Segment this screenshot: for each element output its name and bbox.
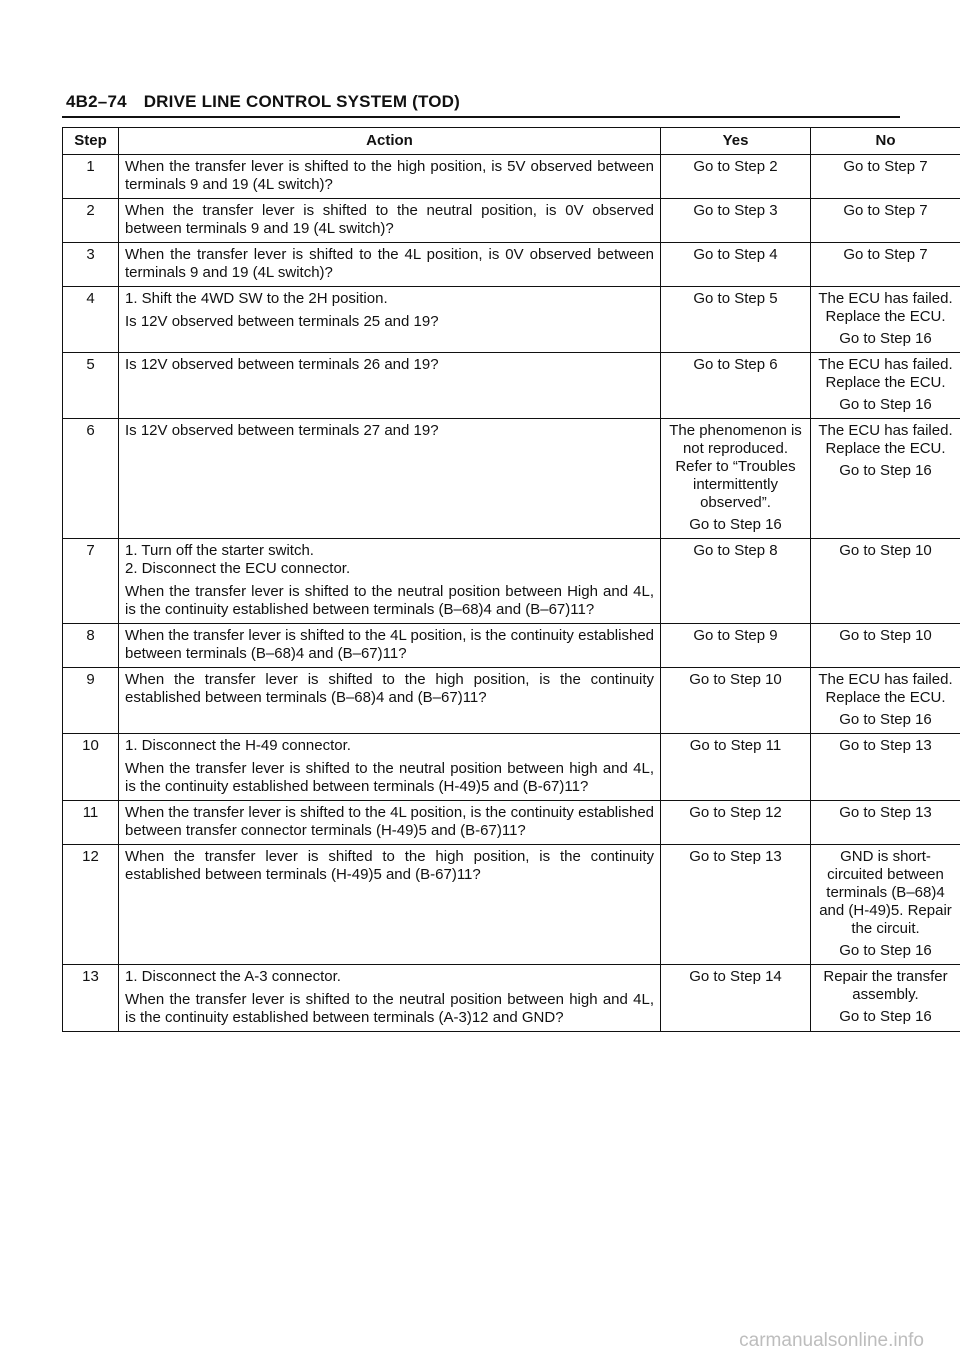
action-text: When the transfer lever is shifted to the high position, is the continuity established between terminals (H-49)5 and (B-67)11?: [125, 848, 654, 883]
action-text: When the transfer lever is shifted to the 4L position, is the continuity established between transfer connector terminals (H-49)5 and (B-67)11?: [125, 804, 654, 839]
action-cell: [119, 965, 661, 1032]
table-row: [63, 965, 960, 1032]
action-cell: [119, 734, 661, 801]
yes-cell: [661, 624, 811, 668]
no-note-text: The ECU has failed. Replace the ECU.: [818, 422, 953, 457]
table-row: [63, 845, 960, 965]
yes-cell: [661, 801, 811, 845]
yes-goto-text: Go to Step 3: [693, 202, 778, 219]
page-code: 4B2–74: [66, 92, 127, 111]
action-cell: [119, 668, 661, 734]
step-number: 4: [63, 287, 119, 353]
yes-cell: [661, 353, 811, 419]
no-cell: [811, 243, 960, 287]
yes-cell: [661, 287, 811, 353]
table-row: [63, 243, 960, 287]
action-text: When the transfer lever is shifted to the neutral position between high and 4L, is the continuity established between terminals (A-3)12 and GND?: [125, 991, 654, 1026]
step-number: 8: [63, 624, 119, 668]
no-goto-text: Go to Step 16: [839, 330, 932, 347]
no-goto-text: Go to Step 13: [839, 804, 932, 821]
yes-goto-text: Go to Step 9: [693, 627, 778, 644]
action-cell: [119, 419, 661, 539]
yes-goto-text: Go to Step 11: [689, 737, 782, 754]
action-text: When the transfer lever is shifted to the neutral position between High and 4L, is the continuity established between terminals (B–68)4 and (B–67)11?: [125, 583, 654, 618]
action-text: When the transfer lever is shifted to the 4L position, is the continuity established between terminals (B–68)4 and (B–67)11?: [125, 627, 654, 662]
yes-goto-text: Go to Step 8: [693, 542, 778, 559]
yes-cell: [661, 965, 811, 1032]
yes-goto-text: Go to Step 2: [693, 158, 778, 175]
column-header-yes: Yes: [661, 128, 811, 155]
action-cell: [119, 845, 661, 965]
step-number: 3: [63, 243, 119, 287]
action-text: When the transfer lever is shifted to the neutral position between high and 4L, is the continuity established between terminals (H-49)5 and (B-67)11?: [125, 760, 654, 795]
action-cell: [119, 539, 661, 624]
no-goto-text: Go to Step 16: [839, 396, 932, 413]
no-note-text: The ECU has failed. Replace the ECU.: [818, 356, 953, 391]
action-cell: [119, 243, 661, 287]
table-row: [63, 287, 960, 353]
action-text: When the transfer lever is shifted to the 4L position, is 0V observed between terminals 9 and 19 (4L switch)?: [125, 246, 654, 281]
step-number: 5: [63, 353, 119, 419]
no-goto-text: Go to Step 10: [839, 627, 932, 644]
yes-cell: [661, 243, 811, 287]
no-note-text: Repair the transfer assembly.: [823, 968, 948, 1003]
step-number: 13: [63, 965, 119, 1032]
yes-goto-text: Go to Step 5: [693, 290, 778, 307]
no-goto-text: Go to Step 16: [839, 462, 932, 479]
no-note-text: The ECU has failed. Replace the ECU.: [818, 290, 953, 325]
no-goto-text: Go to Step 16: [839, 1008, 932, 1025]
yes-note-text: The phenomenon is not reproduced. Refer to “Troubles intermittently observed”.: [669, 422, 802, 511]
action-text: Is 12V observed between terminals 25 and 19?: [125, 313, 439, 330]
action-text: 1. Disconnect the H-49 connector.: [125, 737, 351, 754]
yes-cell: [661, 539, 811, 624]
no-cell: [811, 845, 960, 965]
table-row: [63, 668, 960, 734]
no-goto-text: Go to Step 7: [843, 246, 928, 263]
no-cell: [811, 965, 960, 1032]
action-text: When the transfer lever is shifted to the neutral position, is 0V observed between terminals 9 and 19 (4L switch)?: [125, 202, 654, 237]
table-row: [63, 801, 960, 845]
no-goto-text: Go to Step 10: [839, 542, 932, 559]
step-number: 7: [63, 539, 119, 624]
no-cell: [811, 199, 960, 243]
table-row: [63, 539, 960, 624]
yes-goto-text: Go to Step 13: [689, 848, 782, 865]
yes-goto-text: Go to Step 14: [689, 968, 782, 985]
yes-goto-text: Go to Step 12: [689, 804, 782, 821]
no-cell: [811, 155, 960, 199]
table-row: [63, 155, 960, 199]
no-cell: [811, 419, 960, 539]
watermark: carmanualsonline.info: [739, 1330, 924, 1351]
no-cell: [811, 287, 960, 353]
no-goto-text: Go to Step 16: [839, 942, 932, 959]
column-header-action: Action: [119, 128, 661, 155]
table-row: [63, 624, 960, 668]
step-number: 9: [63, 668, 119, 734]
no-cell: [811, 801, 960, 845]
table-row: [63, 353, 960, 419]
yes-cell: [661, 199, 811, 243]
action-cell: [119, 199, 661, 243]
action-text: Is 12V observed between terminals 27 and 19?: [125, 422, 439, 439]
action-cell: [119, 801, 661, 845]
action-text: When the transfer lever is shifted to the high position, is 5V observed between terminals 9 and 19 (4L switch)?: [125, 158, 654, 193]
no-cell: [811, 668, 960, 734]
table-row: [63, 199, 960, 243]
no-goto-text: Go to Step 7: [843, 202, 928, 219]
yes-goto-text: Go to Step 4: [693, 246, 778, 263]
header-rule: [62, 116, 900, 118]
action-cell: [119, 353, 661, 419]
no-cell: [811, 624, 960, 668]
action-text: 1. Disconnect the A-3 connector.: [125, 968, 341, 985]
table-row: [63, 734, 960, 801]
yes-goto-text: Go to Step 6: [693, 356, 778, 373]
action-cell: [119, 155, 661, 199]
action-text: 1. Turn off the starter switch. 2. Disconnect the ECU connector.: [125, 542, 351, 577]
action-text: Is 12V observed between terminals 26 and 19?: [125, 356, 439, 373]
column-header-no: No: [811, 128, 960, 155]
yes-goto-text: Go to Step 10: [689, 671, 782, 688]
yes-goto-text: Go to Step 16: [689, 516, 782, 533]
no-note-text: The ECU has failed. Replace the ECU.: [818, 671, 953, 706]
no-goto-text: Go to Step 7: [843, 158, 928, 175]
table-header-row: [63, 128, 960, 155]
step-number: 12: [63, 845, 119, 965]
yes-cell: [661, 419, 811, 539]
no-goto-text: Go to Step 16: [839, 711, 932, 728]
yes-cell: [661, 155, 811, 199]
no-cell: [811, 353, 960, 419]
step-number: 11: [63, 801, 119, 845]
action-text: When the transfer lever is shifted to the high position, is the continuity established between terminals (B–68)4 and (B–67)11?: [125, 671, 654, 706]
page-header: [66, 92, 900, 112]
action-cell: [119, 624, 661, 668]
step-number: 2: [63, 199, 119, 243]
no-cell: [811, 734, 960, 801]
action-text: 1. Shift the 4WD SW to the 2H position.: [125, 290, 388, 307]
yes-cell: [661, 845, 811, 965]
action-cell: [119, 287, 661, 353]
yes-cell: [661, 734, 811, 801]
no-cell: [811, 539, 960, 624]
step-number: 6: [63, 419, 119, 539]
table-row: [63, 419, 960, 539]
no-goto-text: Go to Step 13: [839, 737, 932, 754]
step-number: 10: [63, 734, 119, 801]
column-header-step: Step: [63, 128, 119, 155]
no-note-text: GND is short-circuited between terminals (B–68)4 and (H-49)5. Repair the circuit.: [819, 848, 952, 937]
step-number: 1: [63, 155, 119, 199]
page-title: DRIVE LINE CONTROL SYSTEM (TOD): [143, 92, 460, 111]
diagnostic-table: [62, 127, 960, 1032]
yes-cell: [661, 668, 811, 734]
